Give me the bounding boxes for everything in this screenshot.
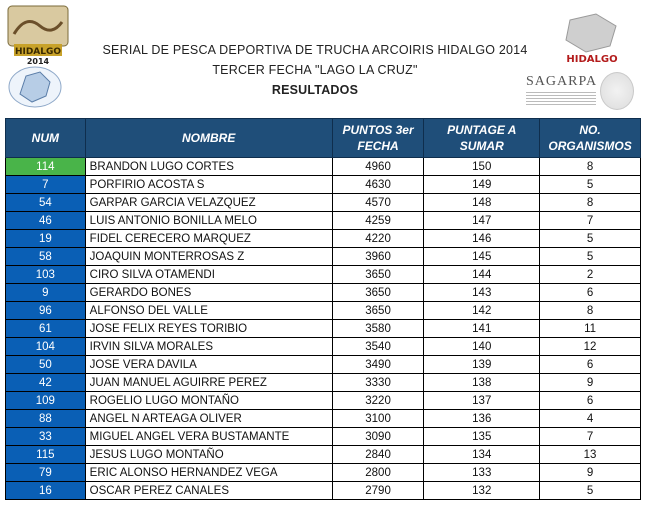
cell-puntos: 4220 bbox=[332, 230, 424, 248]
cell-puntos: 4960 bbox=[332, 158, 424, 176]
cell-organismos: 4 bbox=[540, 410, 641, 428]
cell-puntage: 135 bbox=[424, 428, 540, 446]
cell-puntage: 144 bbox=[424, 266, 540, 284]
cell-organismos: 2 bbox=[540, 266, 641, 284]
cell-num: 54 bbox=[6, 194, 86, 212]
left-logo-text: HIDALGO bbox=[14, 47, 62, 57]
title-line-2: TERCER FECHA "LAGO LA CRUZ" bbox=[212, 63, 418, 77]
cell-num: 96 bbox=[6, 302, 86, 320]
cell-num: 88 bbox=[6, 410, 86, 428]
cell-organismos: 6 bbox=[540, 356, 641, 374]
cell-puntos: 3650 bbox=[332, 284, 424, 302]
cell-nombre: ANGEL N ARTEAGA OLIVER bbox=[85, 410, 332, 428]
cell-nombre: CIRO SILVA OTAMENDI bbox=[85, 266, 332, 284]
table-row bbox=[6, 446, 641, 464]
cell-num: 19 bbox=[6, 230, 86, 248]
sagarpa-logo bbox=[526, 72, 636, 112]
cell-organismos: 13 bbox=[540, 446, 641, 464]
sagarpa-text: SAGARPA bbox=[526, 74, 598, 89]
cell-nombre: BRANDON LUGO CORTES bbox=[85, 158, 332, 176]
cell-num: 16 bbox=[6, 482, 86, 500]
cell-puntage: 132 bbox=[424, 482, 540, 500]
title-line-3: RESULTADOS bbox=[271, 83, 359, 97]
cell-num: 33 bbox=[6, 428, 86, 446]
title-line-1: SERIAL DE PESCA DEPORTIVA DE TRUCHA ARCOIRIS HIDALGO 2014 bbox=[102, 43, 528, 57]
hidalgo-state-map-icon bbox=[6, 64, 64, 110]
table-header-row bbox=[6, 119, 641, 158]
cell-puntos: 4259 bbox=[332, 212, 424, 230]
table-row bbox=[6, 194, 641, 212]
cell-num: 58 bbox=[6, 248, 86, 266]
cell-puntage: 150 bbox=[424, 158, 540, 176]
table-row bbox=[6, 266, 641, 284]
cell-puntage: 136 bbox=[424, 410, 540, 428]
results-table bbox=[5, 118, 641, 500]
table-row bbox=[6, 212, 641, 230]
cell-num: 115 bbox=[6, 446, 86, 464]
cell-organismos: 7 bbox=[540, 212, 641, 230]
table-row bbox=[6, 392, 641, 410]
cell-num: 104 bbox=[6, 338, 86, 356]
header-nombre: NOMBRE bbox=[85, 119, 332, 158]
cell-nombre: ALFONSO DEL VALLE bbox=[85, 302, 332, 320]
header-organismos: NO. ORGANISMOS bbox=[540, 119, 641, 158]
cell-puntage: 140 bbox=[424, 338, 540, 356]
cell-puntos: 3090 bbox=[332, 428, 424, 446]
cell-nombre: JOSE FELIX REYES TORIBIO bbox=[85, 320, 332, 338]
cell-nombre: JESUS LUGO MONTAÑO bbox=[85, 446, 332, 464]
cell-puntos: 4630 bbox=[332, 176, 424, 194]
cell-organismos: 5 bbox=[540, 176, 641, 194]
cell-puntos: 2790 bbox=[332, 482, 424, 500]
cell-nombre: IRVIN SILVA MORALES bbox=[85, 338, 332, 356]
cell-num: 9 bbox=[6, 284, 86, 302]
cell-nombre: ROGELIO LUGO MONTAÑO bbox=[85, 392, 332, 410]
cell-puntos: 4570 bbox=[332, 194, 424, 212]
cell-puntage: 139 bbox=[424, 356, 540, 374]
document-title-block bbox=[90, 40, 540, 100]
cell-puntos: 3330 bbox=[332, 374, 424, 392]
table-row bbox=[6, 464, 641, 482]
cell-puntage: 146 bbox=[424, 230, 540, 248]
cell-nombre: GARPAR GARCIA VELAZQUEZ bbox=[85, 194, 332, 212]
cell-num: 46 bbox=[6, 212, 86, 230]
cell-num: 50 bbox=[6, 356, 86, 374]
table-row bbox=[6, 356, 641, 374]
cell-organismos: 6 bbox=[540, 392, 641, 410]
cell-nombre: GERARDO BONES bbox=[85, 284, 332, 302]
cell-puntos: 3580 bbox=[332, 320, 424, 338]
cell-organismos: 12 bbox=[540, 338, 641, 356]
cell-organismos: 5 bbox=[540, 230, 641, 248]
cell-num: 7 bbox=[6, 176, 86, 194]
cell-puntage: 133 bbox=[424, 464, 540, 482]
cell-puntage: 148 bbox=[424, 194, 540, 212]
header-puntage: PUNTAGE A SUMAR bbox=[424, 119, 540, 158]
cell-puntage: 147 bbox=[424, 212, 540, 230]
left-logo-year: 2014 bbox=[26, 57, 50, 66]
cell-nombre: ERIC ALONSO HERNANDEZ VEGA bbox=[85, 464, 332, 482]
cell-num: 103 bbox=[6, 266, 86, 284]
cell-puntage: 134 bbox=[424, 446, 540, 464]
mexico-seal-icon bbox=[600, 72, 634, 110]
cell-num: 61 bbox=[6, 320, 86, 338]
header-puntos: PUNTOS 3er FECHA bbox=[332, 119, 424, 158]
cell-num: 42 bbox=[6, 374, 86, 392]
cell-nombre: JOAQUIN MONTERROSAS Z bbox=[85, 248, 332, 266]
table-row bbox=[6, 338, 641, 356]
cell-organismos: 8 bbox=[540, 302, 641, 320]
table-body bbox=[6, 158, 641, 500]
cell-puntage: 149 bbox=[424, 176, 540, 194]
cell-organismos: 9 bbox=[540, 374, 641, 392]
cell-puntage: 145 bbox=[424, 248, 540, 266]
cell-puntos: 3650 bbox=[332, 302, 424, 320]
header-num: NUM bbox=[6, 119, 86, 158]
cell-organismos: 6 bbox=[540, 284, 641, 302]
cell-num: 79 bbox=[6, 464, 86, 482]
cell-num: 109 bbox=[6, 392, 86, 410]
table-row bbox=[6, 230, 641, 248]
cell-organismos: 5 bbox=[540, 248, 641, 266]
cell-organismos: 8 bbox=[540, 194, 641, 212]
cell-puntage: 142 bbox=[424, 302, 540, 320]
serial-pesca-logo bbox=[6, 4, 70, 66]
cell-nombre: JOSE VERA DAVILA bbox=[85, 356, 332, 374]
right-logo-text: HIDALGO bbox=[566, 54, 618, 65]
table-row bbox=[6, 428, 641, 446]
table-row bbox=[6, 374, 641, 392]
cell-puntage: 141 bbox=[424, 320, 540, 338]
table-row bbox=[6, 248, 641, 266]
cell-puntos: 2840 bbox=[332, 446, 424, 464]
cell-organismos: 5 bbox=[540, 482, 641, 500]
cell-puntage: 137 bbox=[424, 392, 540, 410]
cell-nombre: LUIS ANTONIO BONILLA MELO bbox=[85, 212, 332, 230]
hidalgo-logo bbox=[556, 12, 626, 68]
table-row bbox=[6, 410, 641, 428]
cell-nombre: OSCAR PEREZ CANALES bbox=[85, 482, 332, 500]
cell-puntos: 3220 bbox=[332, 392, 424, 410]
cell-puntos: 3960 bbox=[332, 248, 424, 266]
cell-nombre: PORFIRIO ACOSTA S bbox=[85, 176, 332, 194]
cell-organismos: 7 bbox=[540, 428, 641, 446]
cell-puntos: 2800 bbox=[332, 464, 424, 482]
table-row bbox=[6, 302, 641, 320]
cell-puntage: 143 bbox=[424, 284, 540, 302]
cell-nombre: FIDEL CERECERO MARQUEZ bbox=[85, 230, 332, 248]
cell-nombre: MIGUEL ANGEL VERA BUSTAMANTE bbox=[85, 428, 332, 446]
table-row bbox=[6, 482, 641, 500]
table-row bbox=[6, 158, 641, 176]
cell-puntos: 3540 bbox=[332, 338, 424, 356]
table-row bbox=[6, 320, 641, 338]
cell-puntos: 3650 bbox=[332, 266, 424, 284]
table-row bbox=[6, 284, 641, 302]
cell-organismos: 11 bbox=[540, 320, 641, 338]
cell-puntage: 138 bbox=[424, 374, 540, 392]
cell-organismos: 8 bbox=[540, 158, 641, 176]
cell-organismos: 9 bbox=[540, 464, 641, 482]
cell-puntos: 3100 bbox=[332, 410, 424, 428]
table-row bbox=[6, 176, 641, 194]
cell-puntos: 3490 bbox=[332, 356, 424, 374]
cell-nombre: JUAN MANUEL AGUIRRE PEREZ bbox=[85, 374, 332, 392]
cell-num: 114 bbox=[6, 158, 86, 176]
